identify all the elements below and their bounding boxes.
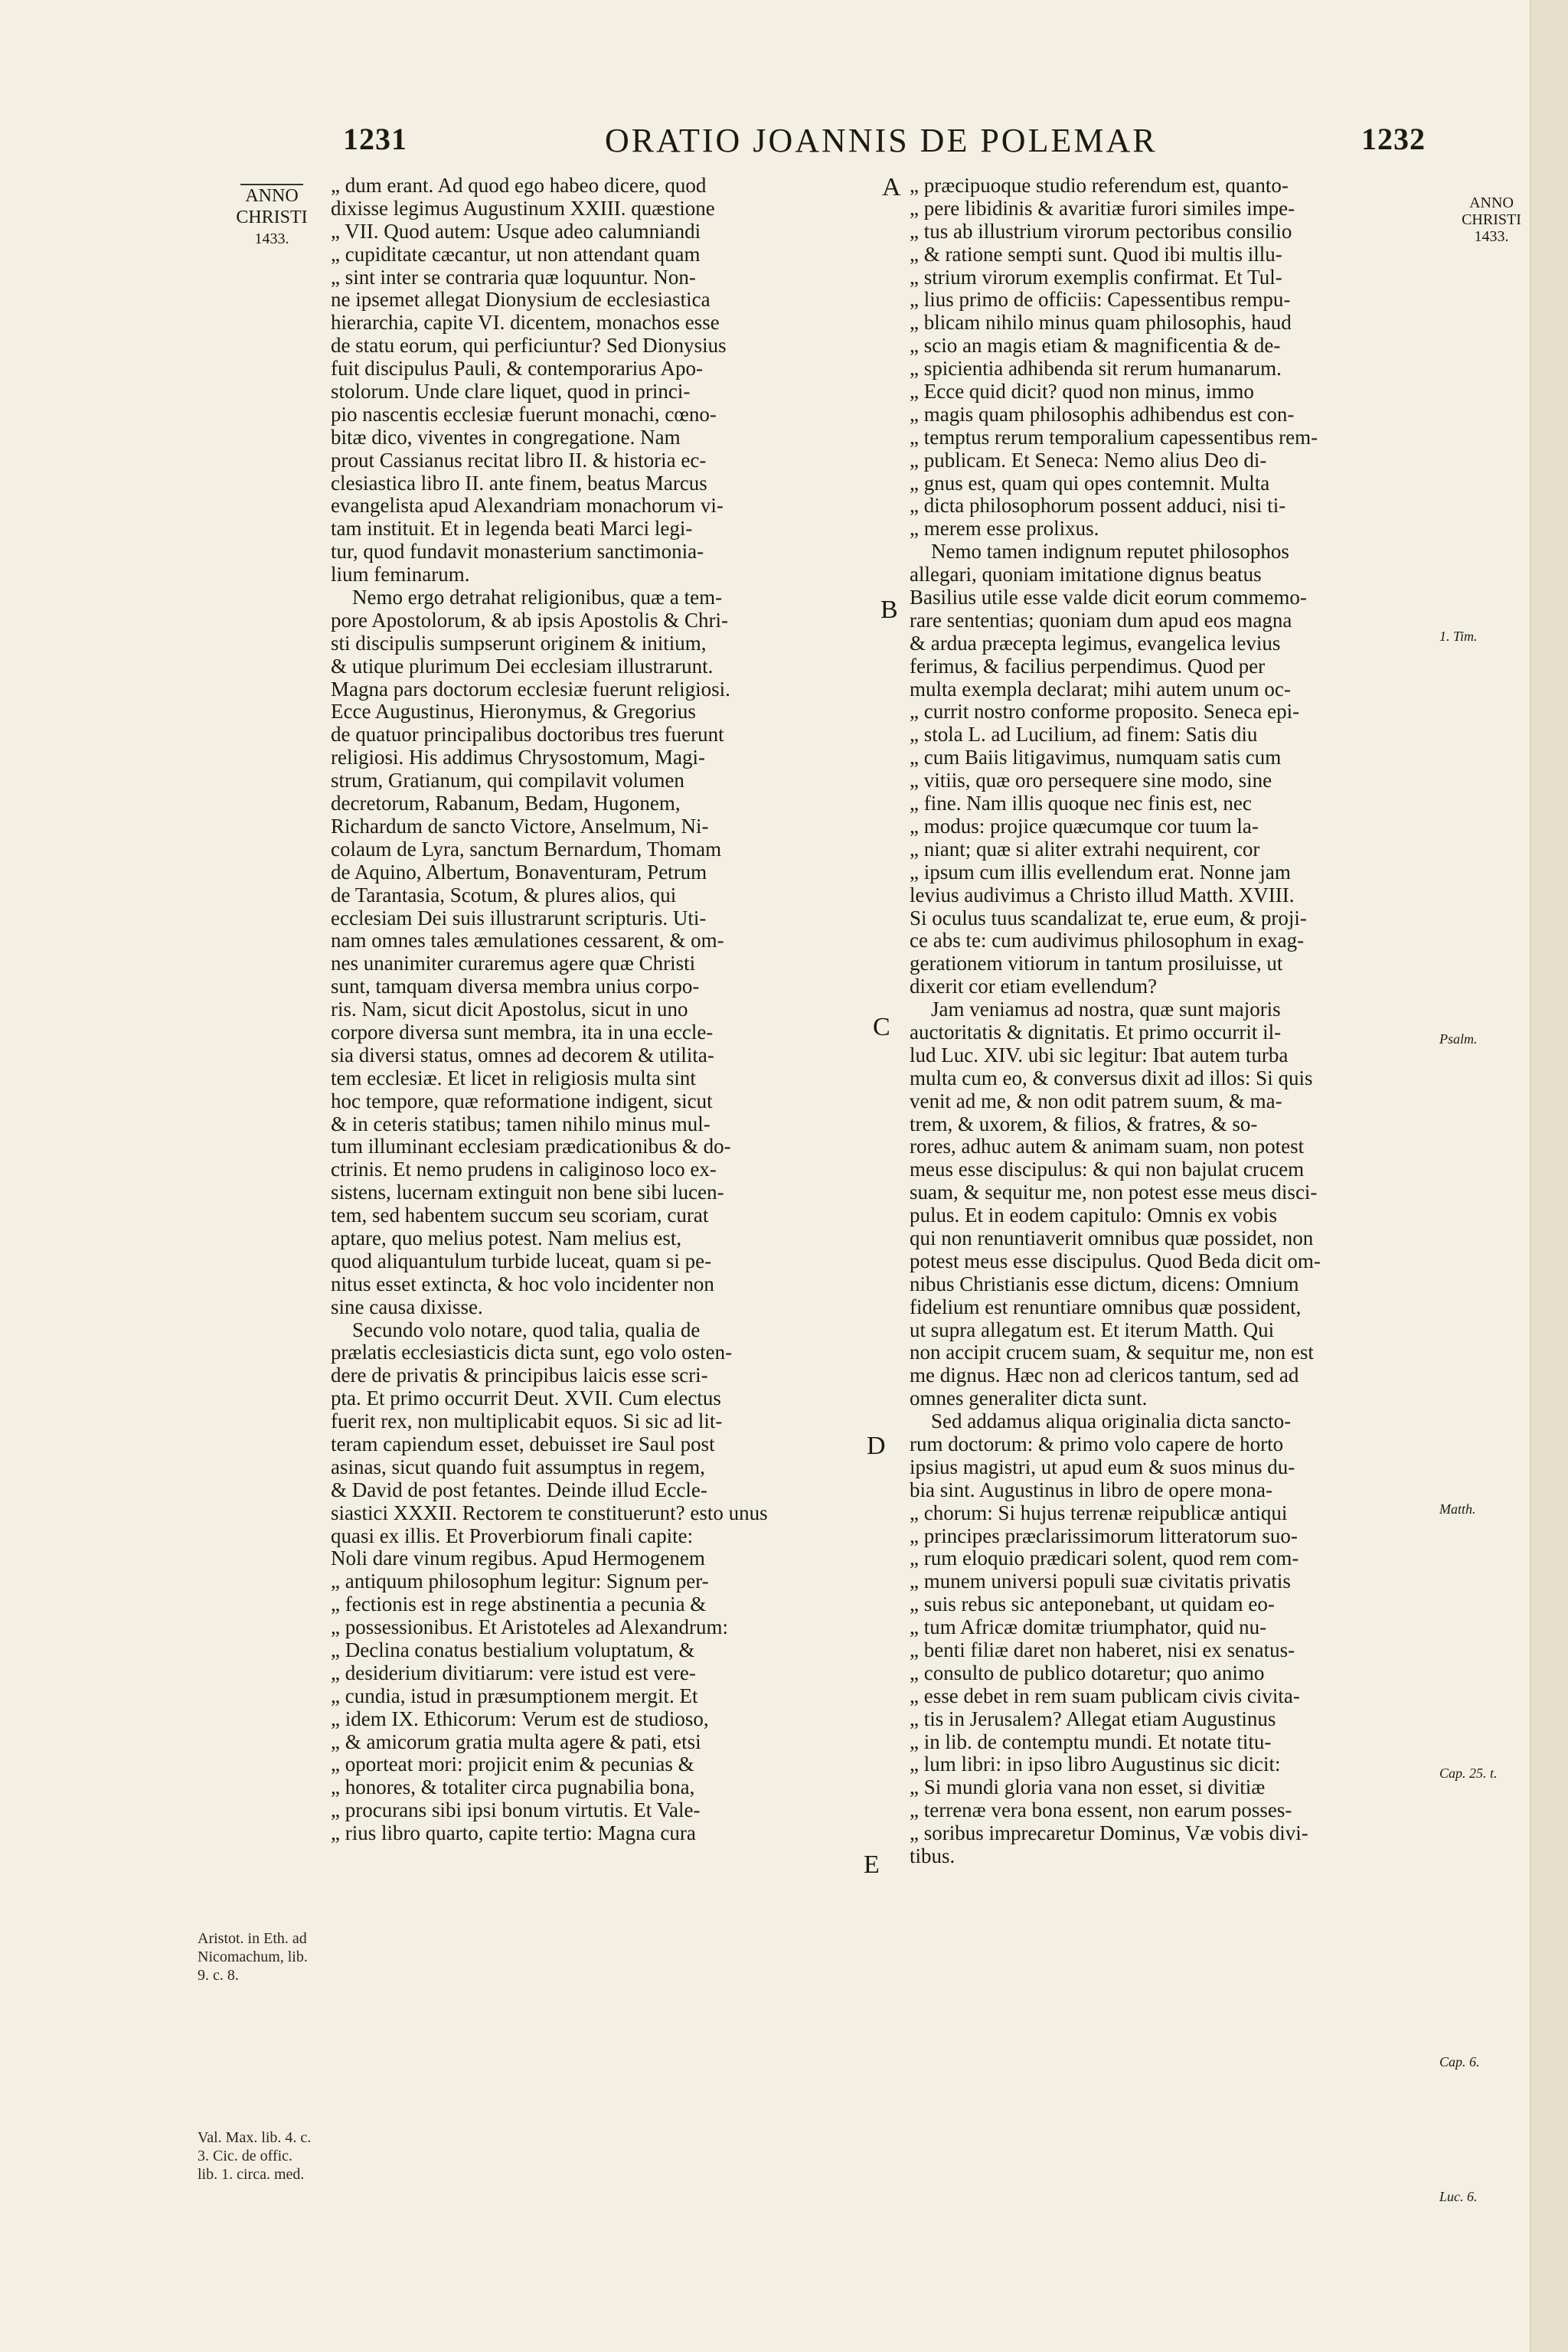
text-line: clesiastica libro II. ante finem, beatus Marcus bbox=[331, 472, 707, 495]
text-line: „ ipsum cum illis evellendum erat. Nonne jam bbox=[910, 861, 1291, 884]
text-line: „ suis rebus sic anteponebant, ut quidam eo- bbox=[910, 1593, 1275, 1616]
text-line: „ esse debet in rem suam publicam civis civita- bbox=[910, 1684, 1300, 1707]
text-line: „ terrenæ vera bona essent, non earum posses- bbox=[910, 1799, 1292, 1822]
text-line: hierarchia, capite VI. dicentem, monachos esse bbox=[331, 312, 720, 335]
text-line: „ benti filiæ daret non haberet, nisi ex senatus- bbox=[910, 1639, 1295, 1661]
christi-label: CHRISTI bbox=[1462, 211, 1521, 228]
text-line: non accipit crucem suam, & sequitur me, non est bbox=[910, 1341, 1314, 1364]
text-line: „ magis quam philosophis adhibendus est con- bbox=[910, 403, 1295, 426]
text-line: „ temptus rerum temporalium capessentibus rem- bbox=[910, 426, 1318, 449]
page-number-right: 1232 bbox=[1361, 122, 1426, 156]
margin-note: Cap. 6. bbox=[1439, 2054, 1480, 2069]
section-marker-e: E bbox=[864, 1851, 880, 1879]
text-line: bitæ dico, viventes in congregatione. Nam bbox=[331, 426, 681, 449]
text-line: venit ad me, & non odit patrem suum, & ma- bbox=[910, 1089, 1282, 1112]
section-marker-b: B bbox=[880, 596, 898, 624]
text-line: „ oporteat mori: projicit enim & pecunias & bbox=[331, 1753, 694, 1776]
text-line: nes unanimiter curaremus agere quæ Christi bbox=[331, 952, 696, 975]
text-line: „ præcipuoque studio referendum est, quanto- bbox=[910, 175, 1289, 197]
text-line: lium feminarum. bbox=[331, 564, 470, 586]
text-line: „ Si mundi gloria vana non esset, si divitiæ bbox=[910, 1776, 1266, 1799]
text-line: sistens, lucernam extinguit non bene sibi lucen- bbox=[331, 1181, 724, 1204]
left-text-column bbox=[331, 175, 882, 1845]
text-line: bia sint. Augustinus in libro de opere mona- bbox=[910, 1478, 1272, 1501]
text-line: potest meus esse discipulus. Quod Beda dicit om- bbox=[910, 1250, 1321, 1272]
text-line: Richardum de sancto Victore, Anselmum, Ni- bbox=[331, 815, 709, 838]
section-marker-a: A bbox=[882, 173, 901, 201]
text-line: „ Ecce quid dicit? quod non minus, immo bbox=[910, 381, 1254, 403]
text-line: tur, quod fundavit monasterium sanctimonia- bbox=[331, 541, 704, 564]
text-line: strum, Gratianum, qui compilavit volumen bbox=[331, 769, 684, 792]
text-line: & utique plurimum Dei ecclesiam illustrarunt. bbox=[331, 655, 714, 678]
text-line: nitus esset extincta, & hoc volo incidenter non bbox=[331, 1272, 714, 1295]
text-line: „ sint inter se contraria quæ loquuntur. Non- bbox=[331, 266, 696, 289]
text-line: „ tus ab illustrium virorum pectoribus consilio bbox=[910, 220, 1292, 243]
text-line: & ardua præcepta legimus, evangelica levius bbox=[910, 632, 1281, 655]
text-line: „ honores, & totaliter circa pugnabilia bona, bbox=[331, 1776, 695, 1799]
text-line: Magna pars doctorum ecclesiæ fuerunt religiosi. bbox=[331, 678, 730, 701]
text-line: stolorum. Unde clare liquet, quod in princi- bbox=[331, 381, 691, 403]
text-line: „ publicam. Et Seneca: Nemo alius Deo di- bbox=[910, 449, 1267, 472]
margin-note: Luc. 6. bbox=[1439, 2189, 1478, 2204]
text-line: „ scio an magis etiam & magnificentia & de- bbox=[910, 335, 1281, 358]
text-line: pio nascentis ecclesiæ fuerunt monachi, cœno- bbox=[331, 403, 717, 426]
text-line: sia diversi status, omnes ad decorem & utilita- bbox=[331, 1044, 714, 1067]
text-line: religiosi. His addimus Chrysostomum, Magi- bbox=[331, 746, 705, 769]
text-line: „ rum eloquio prædicari solent, quod rem com- bbox=[910, 1547, 1299, 1570]
text-line: ctrinis. Et nemo prudens in caliginoso loco ex- bbox=[331, 1158, 717, 1181]
text-line: nibus Christianis esse dictum, dicens: Omnium bbox=[910, 1272, 1299, 1295]
text-line: & David de post fetantes. Deinde illud Eccle- bbox=[331, 1478, 707, 1501]
text-line: „ procurans sibi ipsi bonum virtutis. Et Vale- bbox=[331, 1799, 701, 1822]
text-line: „ fine. Nam illis quoque nec finis est, nec bbox=[910, 792, 1252, 815]
text-line: fidelium est renuntiare omnibus quæ possident, bbox=[910, 1295, 1302, 1318]
text-line: „ possessionibus. Et Aristoteles ad Alexandrum: bbox=[331, 1616, 728, 1639]
text-line: corpore diversa sunt membra, ita in una eccle- bbox=[331, 1021, 714, 1044]
text-line: „ & ratione sempti sunt. Quod ibi multis illu- bbox=[910, 243, 1282, 266]
text-line: asinas, sicut quando fuit assumptus in regem, bbox=[331, 1455, 705, 1478]
text-line: ipsius magistri, ut apud eum & suos minus du- bbox=[910, 1455, 1295, 1478]
text-line: quod aliquantulum turbide luceat, quam si pe- bbox=[331, 1250, 712, 1272]
anno-label: ANNO bbox=[1469, 194, 1514, 211]
text-line: „ currit nostro conforme proposito. Seneca epi- bbox=[910, 701, 1300, 724]
text-line: dixisse legimus Augustinum XXIII. quæstione bbox=[331, 197, 715, 220]
text-line: levius audivimus a Christo illud Matth. XVIII. bbox=[910, 884, 1295, 906]
text-line: „ antiquum philosophum legitur: Signum per- bbox=[331, 1570, 709, 1593]
christi-label: CHRISTI bbox=[236, 207, 308, 227]
text-line: tum illuminant ecclesiam prædicationibus & do- bbox=[331, 1135, 731, 1158]
text-line: „ gnus est, quam qui opes contemnit. Multa bbox=[910, 472, 1270, 495]
text-line: „ modus: projice quæcumque cor tuum la- bbox=[910, 815, 1259, 838]
text-line: trem, & uxorem, & filios, & fratres, & so- bbox=[910, 1112, 1258, 1135]
text-line: „ consulto de publico dotaretur; quo animo bbox=[910, 1661, 1265, 1684]
text-line: de Aquino, Albertum, Bonaventuram, Petrum bbox=[331, 861, 707, 884]
text-line: auctoritatis & dignitatis. Et primo occurrit il- bbox=[910, 1021, 1282, 1044]
text-line: rum doctorum: & primo volo capere de horto bbox=[910, 1432, 1284, 1455]
text-line: meus esse discipulus: & qui non bajulat crucem bbox=[910, 1158, 1305, 1181]
text-line: lud Luc. XIV. ubi sic legitur: Ibat autem turba bbox=[910, 1044, 1289, 1067]
text-line: „ principes præclarissimorum litteratorum suo- bbox=[910, 1524, 1298, 1547]
text-line: ferimus, & facilius perpendimus. Quod per bbox=[910, 655, 1266, 678]
anno-christi-left bbox=[222, 184, 322, 250]
text-line: „ cundia, istud in præsumptionem mergit. Et bbox=[331, 1684, 698, 1707]
text-line: ut supra allegatum est. Et iterum Matth. Qui bbox=[910, 1318, 1275, 1341]
text-line: tibus. bbox=[910, 1845, 956, 1868]
right-text-column bbox=[910, 175, 1499, 1868]
text-line: fuerit rex, non multiplicabit equos. Si sic ad lit- bbox=[331, 1410, 723, 1433]
text-line: evangelista apud Alexandriam monachorum vi- bbox=[331, 495, 724, 518]
anno-label: ANNO bbox=[240, 184, 302, 207]
text-line: „ spicientia adhibenda sit rerum humanarum. bbox=[910, 358, 1282, 381]
text-line: „ cum Baiis litigavimus, numquam satis cum bbox=[910, 746, 1282, 769]
next-page-edge bbox=[1530, 0, 1568, 2352]
text-line: multa exempla declarat; mihi autem unum oc- bbox=[910, 678, 1291, 701]
text-line: qui non renuntiaverit omnibus quæ possidet, non bbox=[910, 1227, 1314, 1250]
text-line: „ tum Africæ domitæ triumphator, quid nu- bbox=[910, 1616, 1267, 1639]
text-line: prout Cassianus recitat libro II. & historia ec- bbox=[331, 449, 707, 472]
text-line: gerationem vitiorum in tantum prosiluisse, ut bbox=[910, 952, 1283, 975]
text-line: „ tis in Jerusalem? Allegat etiam Augustinus bbox=[910, 1707, 1276, 1730]
margin-note: Val. Max. lib. 4. c. 3. Cic. de offic. lib. 1. circa. med. bbox=[198, 2129, 312, 2183]
text-line: „ strium virorum exemplis confirmat. Et Tul- bbox=[910, 266, 1282, 289]
text-line: „ fectionis est in rege abstinentia a pecunia & bbox=[331, 1593, 707, 1616]
text-line: Ecce Augustinus, Hieronymus, & Gregorius bbox=[331, 701, 696, 724]
text-line: „ pere libidinis & avaritiæ furori similes impe- bbox=[910, 197, 1295, 220]
text-line: quasi ex illis. Et Proverbiorum finali capite: bbox=[331, 1524, 694, 1547]
text-line: rare sententias; quoniam dum apud eos magna bbox=[910, 609, 1292, 632]
text-line: „ lius primo de officiis: Capessentibus rempu- bbox=[910, 289, 1291, 312]
text-line: „ dum erant. Ad quod ego habeo dicere, quod bbox=[331, 175, 707, 197]
text-line: tam instituit. Et in legenda beati Marci legi- bbox=[331, 518, 693, 541]
running-header bbox=[0, 121, 1568, 167]
section-marker-d: D bbox=[867, 1432, 886, 1460]
text-line: sunt, tamquam diversa membra unius corpo- bbox=[331, 975, 700, 998]
text-line: „ dicta philosophorum possent adduci, nisi ti- bbox=[910, 495, 1286, 518]
text-line: rores, adhuc autem & animam suam, non potest bbox=[910, 1135, 1305, 1158]
text-line: de statu eorum, qui perficiuntur? Sed Dionysius bbox=[331, 335, 727, 358]
text-line: dixerit cor etiam evellendum? bbox=[910, 975, 1158, 998]
text-line: „ idem IX. Ethicorum: Verum est de studioso, bbox=[331, 1707, 709, 1730]
text-line: „ in lib. de contemptu mundi. Et notate titu- bbox=[910, 1730, 1272, 1753]
text-line: ecclesiam Dei suis illustrarunt scripturis. Uti- bbox=[331, 906, 707, 929]
text-line: pore Apostolorum, & ab ipsis Apostolis & Chri- bbox=[331, 609, 729, 632]
text-line: de quatuor principalibus doctoribus tres fuerunt bbox=[331, 724, 724, 746]
anno-year: 1433. bbox=[254, 230, 289, 247]
margin-note: 1. Tim. bbox=[1439, 629, 1478, 644]
text-line: Noli dare vinum regibus. Apud Hermogenem bbox=[331, 1547, 705, 1570]
running-title: ORATIO JOANNIS DE POLEMAR bbox=[605, 122, 1158, 159]
text-line: fuit discipulus Pauli, & contemporarius Apo- bbox=[331, 358, 703, 381]
text-line: „ chorum: Si hujus terrenæ reipublicæ antiqui bbox=[910, 1501, 1288, 1524]
text-line: decretorum, Rabanum, Bedam, Hugonem, bbox=[331, 792, 681, 815]
text-line: „ merem esse prolixus. bbox=[910, 518, 1099, 541]
text-line: Secundo volo notare, quod talia, qualia de bbox=[352, 1318, 701, 1341]
text-line: sti discipulis sumpserunt originem & initium, bbox=[331, 632, 707, 655]
text-line: nam omnes tales æmulationes cessarent, & om- bbox=[331, 929, 724, 952]
text-line: tem ecclesiæ. Et licet in religiosis multa sint bbox=[331, 1067, 696, 1089]
text-line: ris. Nam, sicut dicit Apostolus, sicut in uno bbox=[331, 998, 688, 1021]
text-line: „ & amicorum gratia multa agere & pati, etsi bbox=[331, 1730, 701, 1753]
text-line: „ rius libro quarto, capite tertio: Magna cura bbox=[331, 1822, 696, 1845]
text-line: „ vitiis, quæ oro persequere sine modo, sine bbox=[910, 769, 1272, 792]
text-line: de Tarantasia, Scotum, & plures alios, qui bbox=[331, 884, 677, 906]
text-line: ne ipsemet allegat Dionysium de ecclesiastica bbox=[331, 289, 710, 312]
page-number-left: 1231 bbox=[343, 122, 407, 156]
anno-year: 1433. bbox=[1474, 228, 1509, 245]
text-line: „ niant; quæ si aliter extrahi nequirent, cor bbox=[910, 838, 1260, 861]
text-line: Jam veniamus ad nostra, quæ sunt majoris bbox=[931, 998, 1281, 1021]
text-line: sine causa dixisse. bbox=[331, 1295, 483, 1318]
text-line: Sed addamus aliqua originalia dicta sancto- bbox=[931, 1410, 1292, 1433]
text-line: allegari, quoniam imitatione dignus beatus bbox=[910, 564, 1262, 586]
text-line: Nemo tamen indignum reputet philosophos bbox=[931, 541, 1289, 564]
margin-note: Matth. bbox=[1439, 1501, 1476, 1517]
text-line: „ stola L. ad Lucilium, ad finem: Satis diu bbox=[910, 724, 1258, 746]
text-line: „ Declina conatus bestialium voluptatum, & bbox=[331, 1639, 695, 1661]
text-line: dere de privatis & principibus laicis esse scri- bbox=[331, 1364, 708, 1387]
text-line: Basilius utile esse valde dicit eorum commemo- bbox=[910, 586, 1307, 609]
text-line: omnes generaliter dicta sunt. bbox=[910, 1387, 1148, 1410]
section-marker-c: C bbox=[873, 1013, 890, 1041]
text-line: „ VII. Quod autem: Usque adeo calumniandi bbox=[331, 220, 701, 243]
text-line: „ blicam nihilo minus quam philosophis, haud bbox=[910, 312, 1292, 335]
text-line: teram capiendum esset, debuisset ire Saul post bbox=[331, 1432, 715, 1455]
text-line: & in ceteris statibus; tamen nihilo minus mul- bbox=[331, 1112, 710, 1135]
text-line: Si oculus tuus scandalizat te, erue eum, & proji- bbox=[910, 906, 1307, 929]
text-line: „ cupiditate cæcantur, ut non attendant quam bbox=[331, 243, 701, 266]
text-line: aptare, quo melius potest. Nam melius est, bbox=[331, 1227, 682, 1250]
text-line: Nemo ergo detrahat religionibus, quæ a tem- bbox=[352, 586, 723, 609]
text-line: pulus. Et in eodem capitulo: Omnis ex vobis bbox=[910, 1204, 1277, 1227]
text-line: multa cum eo, & conversus dixit ad illos: Si quis bbox=[910, 1067, 1313, 1089]
text-line: suam, & sequitur me, non potest esse meus disci- bbox=[910, 1181, 1318, 1204]
text-line: colaum de Lyra, sanctum Bernardum, Thomam bbox=[331, 838, 722, 861]
text-line: „ desiderium divitiarum: vere istud est vere- bbox=[331, 1661, 696, 1684]
text-line: siastici XXXII. Rectorem te constituerunt? esto unus bbox=[331, 1501, 768, 1524]
text-line: me dignus. Hæc non ad clericos tantum, sed ad bbox=[910, 1364, 1299, 1387]
margin-note: Psalm. bbox=[1439, 1031, 1478, 1047]
margin-note: Aristot. in Eth. ad Nicomachum, lib. 9. c. 8. bbox=[198, 1930, 308, 1984]
margin-note: Cap. 25. t. bbox=[1439, 1766, 1498, 1781]
text-line: ce abs te: cum audivimus philosophum in exag- bbox=[910, 929, 1305, 952]
text-line: hoc tempore, quæ reformatione indigent, sicut bbox=[331, 1089, 713, 1112]
text-line: pta. Et primo occurrit Deut. XVII. Cum electus bbox=[331, 1387, 721, 1410]
text-line: tem, sed habentem succum seu scoriam, curat bbox=[331, 1204, 709, 1227]
text-line: prælatis ecclesiasticis dicta sunt, ego volo osten- bbox=[331, 1341, 733, 1364]
text-line: „ lum libri: in ipso libro Augustinus sic dicit: bbox=[910, 1753, 1281, 1776]
text-line: „ soribus imprecaretur Dominus, Væ vobis divi- bbox=[910, 1822, 1308, 1845]
text-line: „ munem universi populi suæ civitatis privatis bbox=[910, 1570, 1291, 1593]
